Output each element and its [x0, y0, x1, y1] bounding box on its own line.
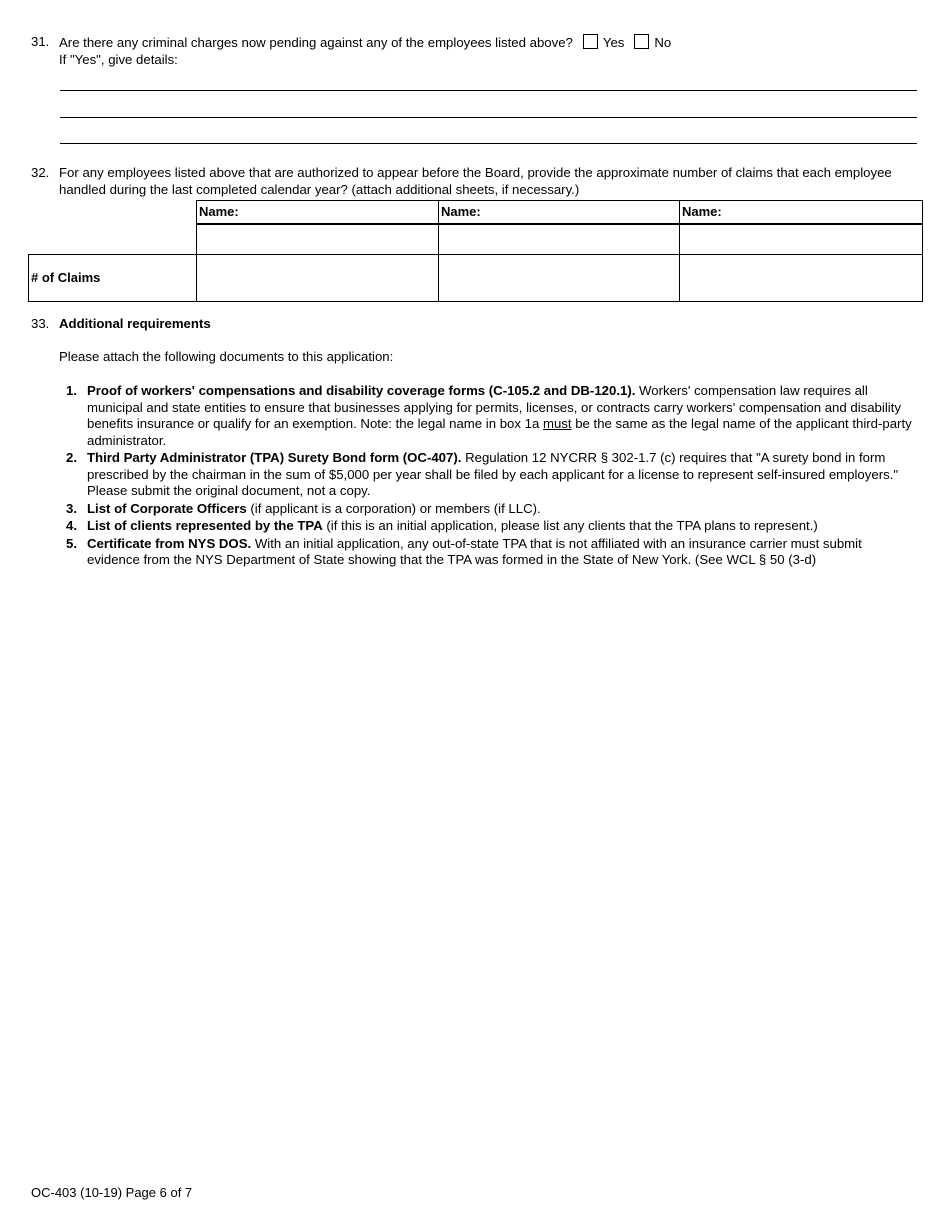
list-item-underlined: must [542, 416, 572, 431]
empty-corner-cell [29, 201, 197, 255]
list-item-number: 4. [66, 518, 77, 533]
list-item-number: 1. [66, 383, 77, 398]
claims-input-1[interactable] [197, 255, 439, 302]
table-row [29, 201, 923, 225]
required-documents-list [66, 383, 918, 570]
question-number: 31. [31, 34, 50, 49]
question-33-title: Additional requirements [59, 316, 211, 331]
name-input-1[interactable] [197, 224, 439, 255]
claims-table [28, 200, 923, 302]
list-item-number: 2. [66, 450, 77, 465]
list-item [66, 536, 918, 569]
question-31-text: Are there any criminal charges now pending against any of the employees listed above? [59, 35, 573, 50]
list-item [66, 450, 918, 500]
list-item-text: With an initial application, any out-of-state TPA that is not affiliated with an insurance carrier must submit evidence from the NYS Department of State showing that the TPA was formed in the State of New York. (See WCL § 50 (3-d) [87, 535, 862, 567]
question-text-block [59, 34, 920, 68]
list-item-title: List of Corporate Officers [87, 500, 247, 516]
question-number: 32. [31, 165, 50, 180]
list-item [66, 383, 918, 449]
list-item-title: Proof of workers' compensations and disability coverage forms (C-105.2 and DB-120.1). [87, 383, 636, 398]
details-prompt: If "Yes", give details: [59, 51, 178, 67]
yes-checkbox[interactable] [583, 34, 598, 49]
q33-intro: Please attach the following documents to this application: [59, 349, 394, 364]
list-item-title: Certificate from NYS DOS. [87, 535, 252, 551]
no-label: No [654, 35, 672, 50]
list-item-text: (if this is an initial application, please list any clients that the TPA plans to represent.) [322, 518, 818, 533]
name-header-3: Name: [680, 201, 923, 225]
list-item [66, 518, 918, 535]
list-item-title: Third Party Administrator (TPA) Surety Bond form (OC-407). [87, 450, 462, 465]
details-line-3[interactable] [60, 143, 917, 144]
no-checkbox[interactable] [634, 34, 649, 49]
page-footer: OC-403 (10-19) Page 6 of 7 [31, 1185, 193, 1200]
list-item-text: (if applicant is a corporation) or members (if LLC). [246, 500, 541, 516]
list-item-number: 3. [66, 500, 77, 516]
name-header-1: Name: [197, 201, 439, 225]
question-32-text: For any employees listed above that are authorized to appear before the Board, provide the approximate number of claims that each employee handled during the last completed calendar year? (attach additional sheets, if necessary.) [59, 165, 892, 197]
list-item-number: 5. [66, 535, 77, 551]
details-line-2[interactable] [60, 117, 917, 118]
question-number: 33. [31, 316, 50, 331]
claims-label: # of Claims [29, 255, 197, 302]
list-item-text: be the same as the legal name of the applicant third-party administrator. [87, 416, 912, 448]
table-row [29, 255, 923, 302]
name-input-3[interactable] [680, 224, 923, 255]
claims-input-2[interactable] [439, 255, 680, 302]
yes-label: Yes [602, 35, 625, 50]
list-item-title: List of clients represented by the TPA [87, 518, 323, 533]
name-input-2[interactable] [439, 224, 680, 255]
list-item [66, 501, 918, 518]
list-item-text: Workers' compensation law requires all municipal and state entities to ensure that businesses applying for permits, licenses, or contracts carry workers' compensation and disability benefits insurance or qualify for an exemption. Note: the legal name in box 1a [87, 383, 901, 431]
claims-input-3[interactable] [680, 255, 923, 302]
details-line-1[interactable] [60, 90, 917, 91]
list-item-text: Regulation 12 NYCRR § 302-1.7 (c) requires that "A surety bond in form prescribed by the chairman in the sum of $5,000 per year shall be filed by each applicant for a license to represent self-insured employers." Please submit the original document, not a copy. [87, 450, 899, 498]
name-header-2: Name: [439, 201, 680, 225]
